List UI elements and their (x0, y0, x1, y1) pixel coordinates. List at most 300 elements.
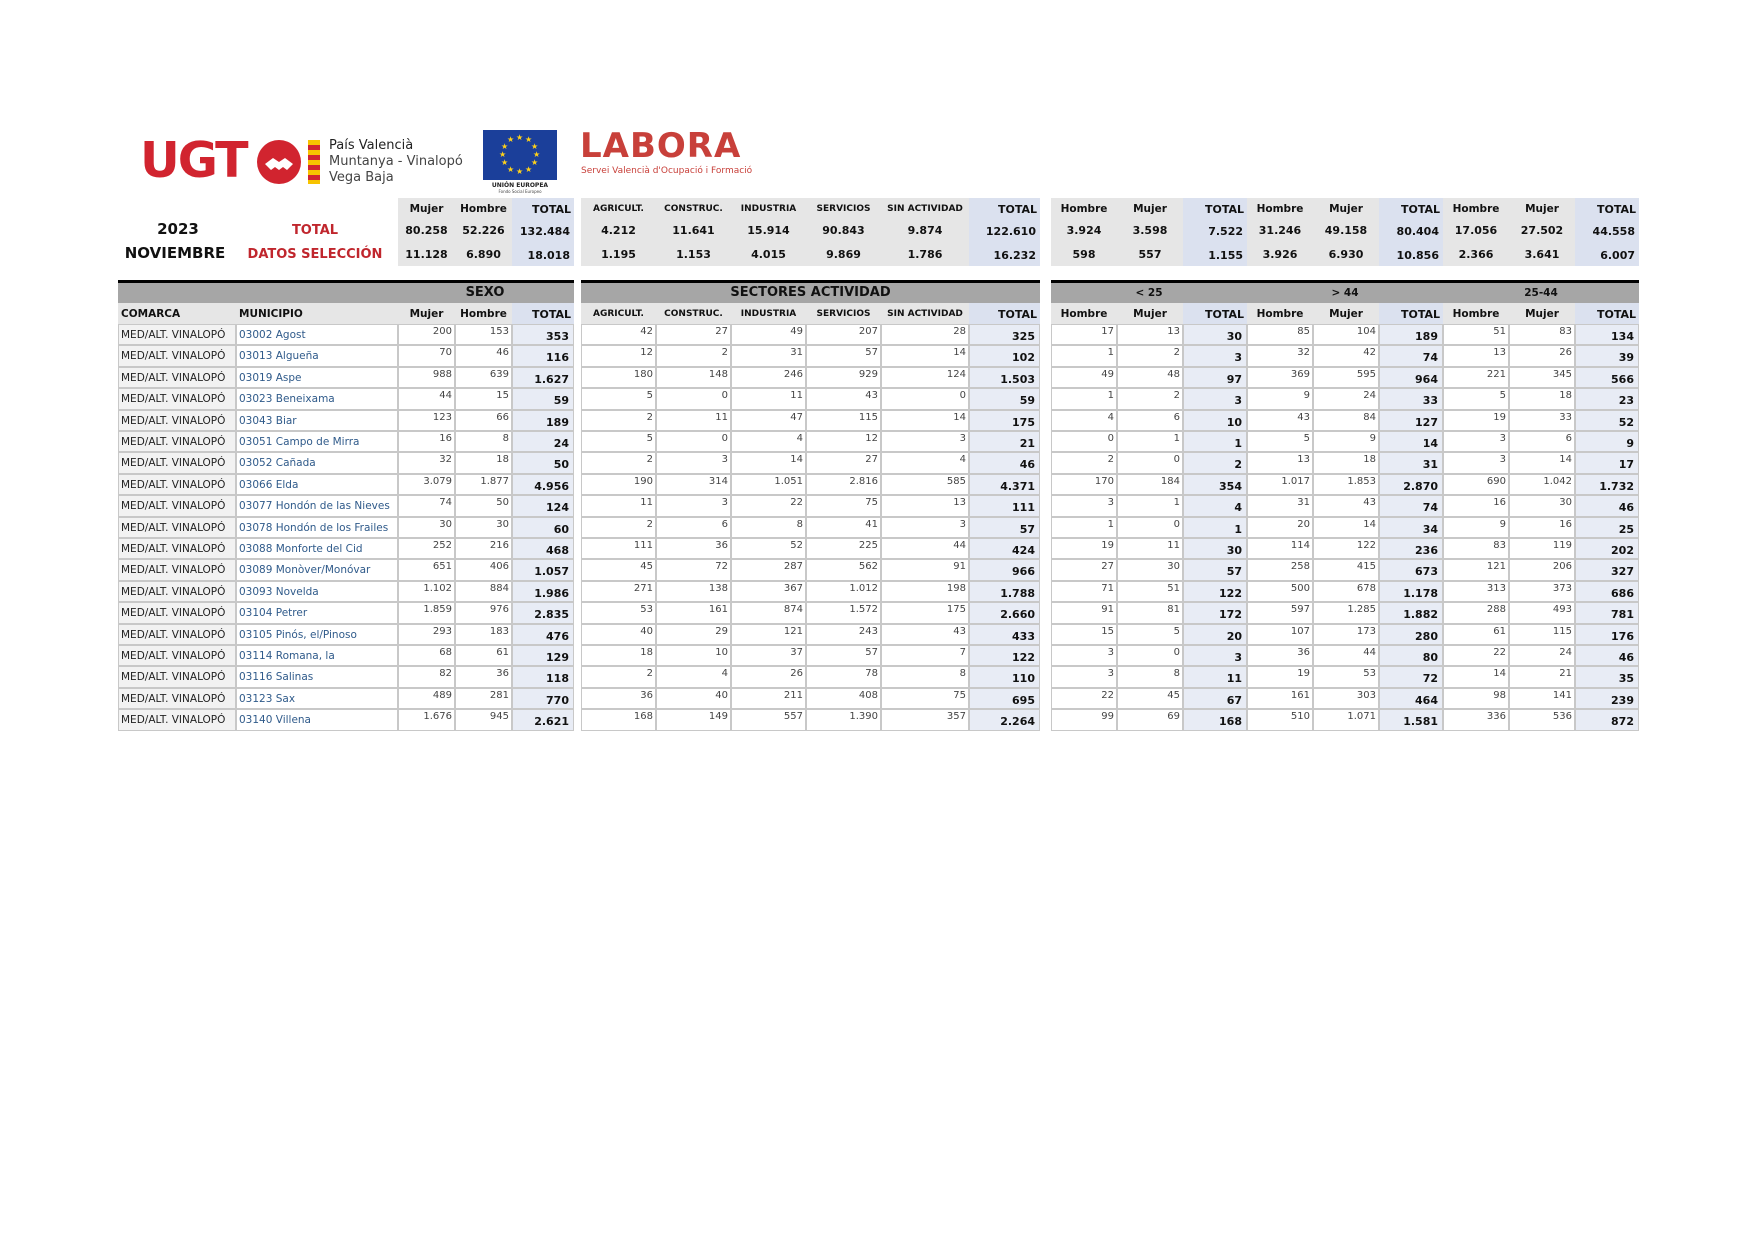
row-value: 3 (1051, 495, 1117, 517)
eu-label: UNIÓN EUROPEA (491, 182, 549, 189)
summary-selection-value: 2.366 (1443, 244, 1509, 266)
row-value: 83 (1509, 324, 1575, 345)
row-value: 27 (806, 452, 881, 474)
row-value: 1.572 (806, 602, 881, 624)
row-value: 82 (398, 666, 455, 688)
row-value: 5 (1443, 388, 1509, 410)
row-value: 121 (731, 624, 806, 645)
row-value: 406 (455, 559, 512, 581)
summary-selection-value: 16.232 (969, 244, 1040, 266)
row-value: 41 (806, 517, 881, 538)
month-label: NOVIEMBRE (124, 244, 226, 262)
row-total-value: 1 (1183, 517, 1247, 538)
row-total-value: 52 (1575, 410, 1639, 431)
row-total-value: 1.788 (969, 581, 1040, 602)
row-value: 0 (1051, 431, 1117, 452)
row-total-value: 1.627 (512, 367, 574, 388)
section-sexo-title: SEXO (396, 280, 574, 303)
row-value: 53 (1313, 666, 1379, 688)
row-value: 153 (455, 324, 512, 345)
row-value: 1.071 (1313, 709, 1379, 731)
row-municipio-link[interactable]: 03105 Pinós, el/Pinoso (236, 624, 398, 645)
row-value: 489 (398, 688, 455, 709)
row-comarca: MED/ALT. VINALOPÓ (118, 431, 236, 452)
row-value: 0 (656, 388, 731, 410)
row-value: 1.390 (806, 709, 881, 731)
row-value: 0 (1117, 645, 1183, 666)
row-value: 51 (1443, 324, 1509, 345)
row-municipio-link[interactable]: 03114 Romana, la (236, 645, 398, 666)
row-value: 945 (455, 709, 512, 731)
row-municipio-link[interactable]: 03104 Petrer (236, 602, 398, 624)
summary-selection-value: 9.869 (806, 244, 881, 266)
row-value: 287 (731, 559, 806, 581)
row-comarca: MED/ALT. VINALOPÓ (118, 559, 236, 581)
row-value: 281 (455, 688, 512, 709)
row-total-value: 9 (1575, 431, 1639, 452)
row-comarca: MED/ALT. VINALOPÓ (118, 688, 236, 709)
summary-header-cell: INDUSTRIA (731, 198, 806, 220)
row-value: 14 (1313, 517, 1379, 538)
row-value: 19 (1443, 410, 1509, 431)
row-value: 408 (806, 688, 881, 709)
row-value: 123 (398, 410, 455, 431)
row-total-value: 97 (1183, 367, 1247, 388)
summary-selection-value: 1.786 (881, 244, 969, 266)
row-total-value: 189 (512, 410, 574, 431)
row-value: 16 (1443, 495, 1509, 517)
row-value: 36 (455, 666, 512, 688)
row-value: 19 (1051, 538, 1117, 559)
row-value: 313 (1443, 581, 1509, 602)
row-value: 2 (1117, 345, 1183, 367)
row-value: 6 (1117, 410, 1183, 431)
summary-selection-value: 1.195 (581, 244, 656, 266)
row-value: 24 (1509, 645, 1575, 666)
row-value: 124 (881, 367, 969, 388)
row-value: 31 (731, 345, 806, 367)
row-value: 13 (1247, 452, 1313, 474)
row-total-value: 35 (1575, 666, 1639, 688)
summary-total-value: 122.610 (969, 220, 1040, 244)
row-value: 85 (1247, 324, 1313, 345)
row-total-value: 67 (1183, 688, 1247, 709)
summary-selection-value: 557 (1117, 244, 1183, 266)
row-comarca: MED/ALT. VINALOPÓ (118, 367, 236, 388)
row-total-value: 31 (1379, 452, 1443, 474)
row-total-value: 1.732 (1575, 474, 1639, 495)
row-municipio-link[interactable]: 03088 Monforte del Cid (236, 538, 398, 559)
row-total-value: 34 (1379, 517, 1443, 538)
row-value: 221 (1443, 367, 1509, 388)
row-value: 91 (881, 559, 969, 581)
row-value: 16 (398, 431, 455, 452)
row-value: 4 (881, 452, 969, 474)
row-value: 40 (656, 688, 731, 709)
row-value: 243 (806, 624, 881, 645)
column-header-municipio: MUNICIPIO (236, 303, 398, 324)
row-value: 74 (398, 495, 455, 517)
row-total-value: 4 (1183, 495, 1247, 517)
row-total-value: 176 (1575, 624, 1639, 645)
row-total-value: 1 (1183, 431, 1247, 452)
row-value: 597 (1247, 602, 1313, 624)
summary-selection-value: 3.641 (1509, 244, 1575, 266)
row-total-value: 50 (512, 452, 574, 474)
row-value: 4 (656, 666, 731, 688)
summary-total-value: 31.246 (1247, 220, 1313, 244)
row-value: 69 (1117, 709, 1183, 731)
summary-total-value: 90.843 (806, 220, 881, 244)
row-value: 21 (1509, 666, 1575, 688)
summary-header-cell: SIN ACTIVIDAD (881, 198, 969, 220)
row-value: 5 (1117, 624, 1183, 645)
row-comarca: MED/ALT. VINALOPÓ (118, 666, 236, 688)
row-total-value: 11 (1183, 666, 1247, 688)
summary-total-label: TOTAL (291, 223, 339, 238)
row-total-value: 2.660 (969, 602, 1040, 624)
row-value: 114 (1247, 538, 1313, 559)
summary-selection-value: 18.018 (512, 244, 574, 266)
row-value: 4 (1051, 410, 1117, 431)
age-group-under-25: < 25 (1051, 280, 1247, 303)
row-value: 6 (1509, 431, 1575, 452)
row-value: 500 (1247, 581, 1313, 602)
row-value: 15 (1051, 624, 1117, 645)
row-value: 8 (455, 431, 512, 452)
row-total-value: 566 (1575, 367, 1639, 388)
row-value: 9 (1443, 517, 1509, 538)
row-total-value: 17 (1575, 452, 1639, 474)
row-value: 258 (1247, 559, 1313, 581)
row-value: 30 (455, 517, 512, 538)
row-total-value: 1.178 (1379, 581, 1443, 602)
summary-selection-value: 1.153 (656, 244, 731, 266)
summary-selection-value: 1.155 (1183, 244, 1247, 266)
row-total-value: 236 (1379, 538, 1443, 559)
column-header: Hombre (1247, 303, 1313, 324)
row-value: 11 (656, 410, 731, 431)
row-value: 173 (1313, 624, 1379, 645)
row-total-value: 30 (1183, 324, 1247, 345)
row-total-value: 134 (1575, 324, 1639, 345)
row-total-value: 468 (512, 538, 574, 559)
row-total-value: 172 (1183, 602, 1247, 624)
column-header: CONSTRUC. (656, 303, 731, 324)
row-value: 29 (656, 624, 731, 645)
row-total-value: 39 (1575, 345, 1639, 367)
row-total-value: 239 (1575, 688, 1639, 709)
row-value: 3 (881, 517, 969, 538)
row-value: 2.816 (806, 474, 881, 495)
row-value: 6 (656, 517, 731, 538)
row-total-value: 476 (512, 624, 574, 645)
age-group-over-44: > 44 (1247, 280, 1443, 303)
row-total-value: 327 (1575, 559, 1639, 581)
row-value: 314 (656, 474, 731, 495)
row-value: 690 (1443, 474, 1509, 495)
row-value: 345 (1509, 367, 1575, 388)
summary-total-value: 17.056 (1443, 220, 1509, 244)
row-value: 357 (881, 709, 969, 731)
row-value: 24 (1313, 388, 1379, 410)
summary-header-cell: TOTAL (969, 198, 1040, 220)
row-total-value: 23 (1575, 388, 1639, 410)
row-value: 43 (881, 624, 969, 645)
row-comarca: MED/ALT. VINALOPÓ (118, 538, 236, 559)
row-value: 19 (1247, 666, 1313, 688)
row-total-value: 695 (969, 688, 1040, 709)
row-total-value: 129 (512, 645, 574, 666)
row-value: 121 (1443, 559, 1509, 581)
row-municipio-link[interactable]: 03089 Monòver/Monóvar (236, 559, 398, 581)
summary-header-cell: Hombre (1247, 198, 1313, 220)
row-total-value: 353 (512, 324, 574, 345)
row-value: 68 (398, 645, 455, 666)
row-value: 12 (581, 345, 656, 367)
row-value: 18 (1313, 452, 1379, 474)
row-value: 22 (731, 495, 806, 517)
row-total-value: 189 (1379, 324, 1443, 345)
row-value: 13 (881, 495, 969, 517)
row-municipio-link[interactable]: 03051 Campo de Mirra (236, 431, 398, 452)
row-value: 0 (656, 431, 731, 452)
summary-header-cell: AGRICULT. (581, 198, 656, 220)
row-municipio-link[interactable]: 03023 Beneixama (236, 388, 398, 410)
summary-selection-value: 598 (1051, 244, 1117, 266)
row-value: 190 (581, 474, 656, 495)
summary-selection-value: 11.128 (398, 244, 455, 266)
row-value: 3 (1051, 666, 1117, 688)
column-header: SERVICIOS (806, 303, 881, 324)
summary-total-value: 27.502 (1509, 220, 1575, 244)
row-comarca: MED/ALT. VINALOPÓ (118, 345, 236, 367)
row-value: 20 (1247, 517, 1313, 538)
row-value: 206 (1509, 559, 1575, 581)
row-value: 585 (881, 474, 969, 495)
row-value: 271 (581, 581, 656, 602)
row-municipio-link[interactable]: 03052 Cañada (236, 452, 398, 474)
row-municipio-link[interactable]: 03043 Biar (236, 410, 398, 431)
row-comarca: MED/ALT. VINALOPÓ (118, 602, 236, 624)
column-header: TOTAL (1575, 303, 1639, 324)
row-value: 14 (1509, 452, 1575, 474)
row-value: 198 (881, 581, 969, 602)
row-total-value: 1.882 (1379, 602, 1443, 624)
row-total-value: 1.503 (969, 367, 1040, 388)
row-value: 14 (1443, 666, 1509, 688)
row-value: 161 (1247, 688, 1313, 709)
row-total-value: 74 (1379, 495, 1443, 517)
row-value: 639 (455, 367, 512, 388)
row-value: 26 (731, 666, 806, 688)
row-comarca: MED/ALT. VINALOPÓ (118, 624, 236, 645)
row-value: 252 (398, 538, 455, 559)
row-value: 562 (806, 559, 881, 581)
row-value: 111 (581, 538, 656, 559)
row-value: 84 (1313, 410, 1379, 431)
row-value: 4 (731, 431, 806, 452)
row-comarca: MED/ALT. VINALOPÓ (118, 452, 236, 474)
row-value: 1.017 (1247, 474, 1313, 495)
summary-selection-value: 4.015 (731, 244, 806, 266)
row-value: 36 (1247, 645, 1313, 666)
row-value: 11 (731, 388, 806, 410)
row-total-value: 2.870 (1379, 474, 1443, 495)
row-value: 1 (1051, 388, 1117, 410)
row-value: 83 (1443, 538, 1509, 559)
row-total-value: 1.986 (512, 581, 574, 602)
row-municipio-link[interactable]: 03002 Agost (236, 324, 398, 345)
senyera-flag-icon (308, 140, 320, 184)
row-value: 61 (455, 645, 512, 666)
row-municipio-link[interactable]: 03140 Villena (236, 709, 398, 731)
row-value: 510 (1247, 709, 1313, 731)
row-total-value: 102 (969, 345, 1040, 367)
row-comarca: MED/ALT. VINALOPÓ (118, 517, 236, 538)
row-total-value: 354 (1183, 474, 1247, 495)
row-municipio-link[interactable]: 03019 Aspe (236, 367, 398, 388)
column-header-comarca: COMARCA (118, 303, 236, 324)
row-municipio-link[interactable]: 03123 Sax (236, 688, 398, 709)
row-value: 43 (1247, 410, 1313, 431)
row-value: 367 (731, 581, 806, 602)
row-value: 104 (1313, 324, 1379, 345)
row-value: 557 (731, 709, 806, 731)
row-value: 30 (1509, 495, 1575, 517)
row-value: 3.079 (398, 474, 455, 495)
row-value: 14 (731, 452, 806, 474)
row-value: 2 (581, 452, 656, 474)
row-total-value: 72 (1379, 666, 1443, 688)
row-value: 3 (656, 452, 731, 474)
row-value: 44 (881, 538, 969, 559)
row-total-value: 2 (1183, 452, 1247, 474)
row-total-value: 3 (1183, 345, 1247, 367)
row-value: 57 (806, 645, 881, 666)
row-value: 13 (1443, 345, 1509, 367)
row-value: 170 (1051, 474, 1117, 495)
row-value: 18 (1509, 388, 1575, 410)
row-comarca: MED/ALT. VINALOPÓ (118, 495, 236, 517)
row-value: 5 (581, 431, 656, 452)
row-comarca: MED/ALT. VINALOPÓ (118, 645, 236, 666)
summary-selection-label: DATOS SELECCIÓN (247, 247, 383, 262)
summary-total-value: 15.914 (731, 220, 806, 244)
row-municipio-link[interactable]: 03093 Novelda (236, 581, 398, 602)
summary-header-cell: Hombre (1051, 198, 1117, 220)
summary-total-value: 132.484 (512, 220, 574, 244)
row-value: 216 (455, 538, 512, 559)
column-header: TOTAL (969, 303, 1040, 324)
row-value: 12 (806, 431, 881, 452)
row-total-value: 4.956 (512, 474, 574, 495)
summary-total-value: 3.924 (1051, 220, 1117, 244)
row-value: 2 (581, 410, 656, 431)
row-value: 0 (881, 388, 969, 410)
row-value: 75 (806, 495, 881, 517)
row-value: 30 (1117, 559, 1183, 581)
row-value: 11 (581, 495, 656, 517)
row-total-value: 966 (969, 559, 1040, 581)
summary-header-cell: TOTAL (512, 198, 574, 220)
row-value: 1.676 (398, 709, 455, 731)
row-value: 3 (1443, 452, 1509, 474)
row-value: 72 (656, 559, 731, 581)
row-value: 225 (806, 538, 881, 559)
row-value: 141 (1509, 688, 1575, 709)
summary-header-cell: CONSTRUC. (656, 198, 731, 220)
row-value: 49 (1051, 367, 1117, 388)
row-municipio-link[interactable]: 03078 Hondón de los Frailes (236, 517, 398, 538)
row-value: 1 (1117, 495, 1183, 517)
column-header: TOTAL (1379, 303, 1443, 324)
row-value: 2 (1051, 452, 1117, 474)
row-value: 27 (656, 324, 731, 345)
row-value: 36 (581, 688, 656, 709)
row-value: 369 (1247, 367, 1313, 388)
summary-selection-value: 6.930 (1313, 244, 1379, 266)
summary-total-value: 52.226 (455, 220, 512, 244)
row-value: 37 (731, 645, 806, 666)
row-municipio-link[interactable]: 03077 Hondón de las Nieves (236, 495, 398, 517)
row-value: 9 (1313, 431, 1379, 452)
row-value: 288 (1443, 602, 1509, 624)
row-total-value: 14 (1379, 431, 1443, 452)
row-value: 211 (731, 688, 806, 709)
row-value: 149 (656, 709, 731, 731)
column-header: Hombre (1443, 303, 1509, 324)
row-municipio-link[interactable]: 03116 Salinas (236, 666, 398, 688)
row-total-value: 20 (1183, 624, 1247, 645)
summary-header-cell: Mujer (1509, 198, 1575, 220)
row-value: 14 (881, 345, 969, 367)
row-value: 3 (1051, 645, 1117, 666)
summary-header-cell: TOTAL (1575, 198, 1639, 220)
summary-header-cell: TOTAL (1379, 198, 1443, 220)
row-total-value: 122 (969, 645, 1040, 666)
row-value: 119 (1509, 538, 1575, 559)
row-value: 78 (806, 666, 881, 688)
row-value: 42 (581, 324, 656, 345)
row-value: 33 (1509, 410, 1575, 431)
row-value: 536 (1509, 709, 1575, 731)
row-comarca: MED/ALT. VINALOPÓ (118, 388, 236, 410)
row-value: 49 (731, 324, 806, 345)
row-value: 11 (1117, 538, 1183, 559)
year-label: 2023 (157, 220, 199, 238)
ugt-logo: UGT (140, 132, 247, 189)
row-value: 3 (656, 495, 731, 517)
row-municipio-link[interactable]: 03013 Algueña (236, 345, 398, 367)
row-value: 303 (1313, 688, 1379, 709)
row-value: 45 (1117, 688, 1183, 709)
row-value: 175 (881, 602, 969, 624)
row-total-value: 110 (969, 666, 1040, 688)
row-value: 1.859 (398, 602, 455, 624)
summary-header-cell: TOTAL (1183, 198, 1247, 220)
row-value: 415 (1313, 559, 1379, 581)
row-value: 184 (1117, 474, 1183, 495)
row-total-value: 770 (512, 688, 574, 709)
row-value: 3 (881, 431, 969, 452)
summary-selection-value: 10.856 (1379, 244, 1443, 266)
row-value: 5 (581, 388, 656, 410)
row-value: 14 (881, 410, 969, 431)
row-value: 148 (656, 367, 731, 388)
row-municipio-link[interactable]: 03066 Elda (236, 474, 398, 495)
row-value: 678 (1313, 581, 1379, 602)
